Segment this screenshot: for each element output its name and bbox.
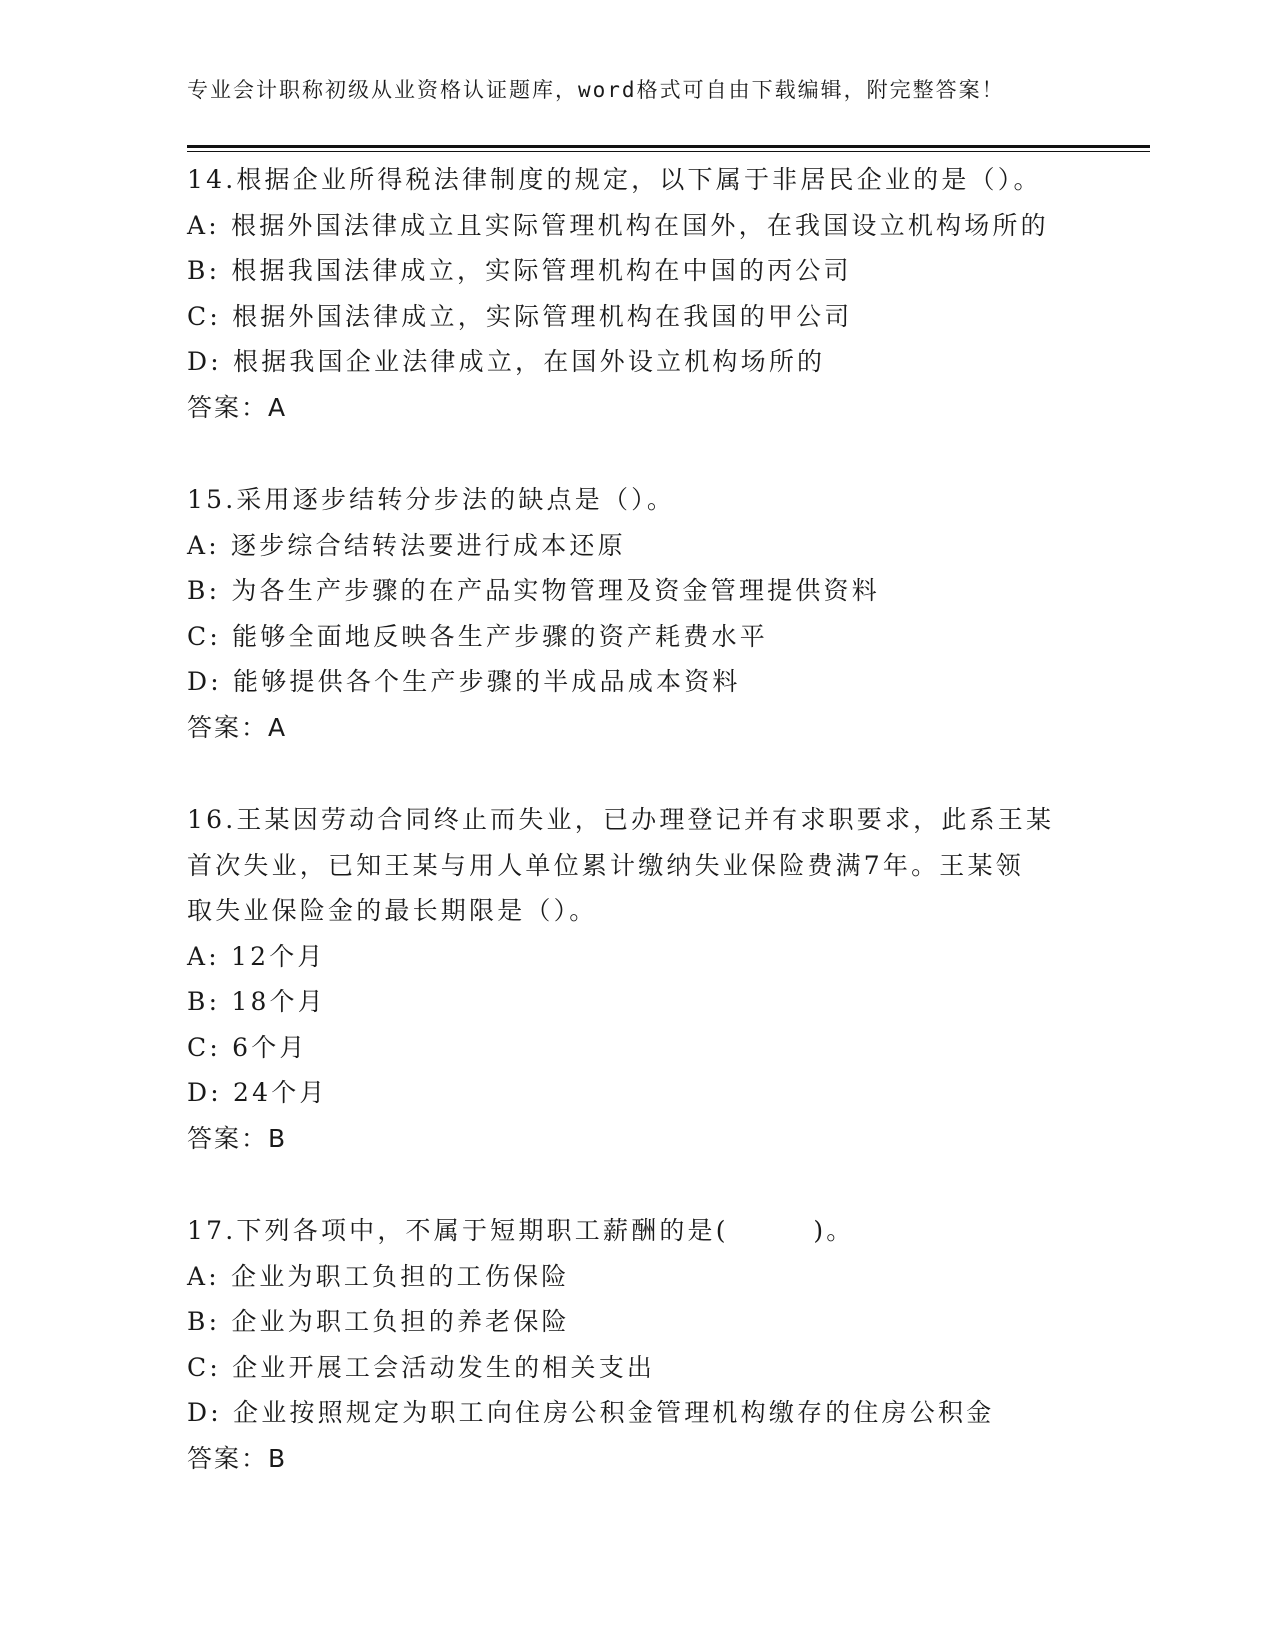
option-c: C: 根据外国法律成立，实际管理机构在我国的甲公司 [187,301,853,331]
question-stem-line-2: 首次失业，已知王某与用人单位累计缴纳失业保险费满7年。王某领 [187,850,1024,880]
answer: 答案：B [187,1443,288,1473]
answer: 答案：A [187,712,288,742]
question-16 [187,797,1087,1161]
option-c: C: 能够全面地反映各生产步骤的资产耗费水平 [187,621,768,651]
option-a: A: 12个月 [187,941,326,971]
option-d: D: 24个月 [187,1078,328,1107]
question-17 [187,1208,1087,1481]
option-b: B: 18个月 [187,987,326,1016]
option-a: A: 企业为职工负担的工伤保险 [187,1261,570,1291]
question-list [187,157,1087,1528]
header-divider-thin [187,151,1150,152]
question-15 [187,477,1087,750]
option-c: C: 企业开展工会活动发生的相关支出 [187,1352,656,1382]
option-a: A: 逐步综合结转法要进行成本还原 [187,530,626,560]
question-stem-line-1: 16.王某因劳动合同终止而失业，已办理登记并有求职要求，此系王某 [187,805,1055,834]
option-a: A: 根据外国法律成立且实际管理机构在国外，在我国设立机构场所的 [187,210,1049,240]
option-d: D: 根据我国企业法律成立，在国外设立机构场所的 [187,347,826,376]
question-stem: 14.根据企业所得税法律制度的规定，以下属于非居民企业的是（）。 [187,165,1042,194]
answer: 答案：A [187,392,288,422]
question-stem: 15.采用逐步结转分步法的缺点是（）。 [187,485,676,514]
page-header: 专业会计职称初级从业资格认证题库，word格式可自由下载编辑，附完整答案！ [187,78,1005,102]
question-stem: 17.下列各项中，不属于短期职工薪酬的是( )。 [187,1216,855,1245]
option-c: C: 6个月 [187,1032,308,1062]
option-b: B: 根据我国法律成立，实际管理机构在中国的丙公司 [187,256,852,285]
option-d: D: 能够提供各个生产步骤的半成品成本资料 [187,667,741,696]
option-b: B: 为各生产步骤的在产品实物管理及资金管理提供资料 [187,576,880,605]
option-b: B: 企业为职工负担的养老保险 [187,1307,570,1336]
option-d: D: 企业按照规定为职工向住房公积金管理机构缴存的住房公积金 [187,1398,995,1427]
question-14 [187,157,1087,430]
question-stem-line-3: 取失业保险金的最长期限是（）。 [187,896,598,925]
header-divider-thick [187,145,1150,148]
answer: 答案：B [187,1123,288,1153]
